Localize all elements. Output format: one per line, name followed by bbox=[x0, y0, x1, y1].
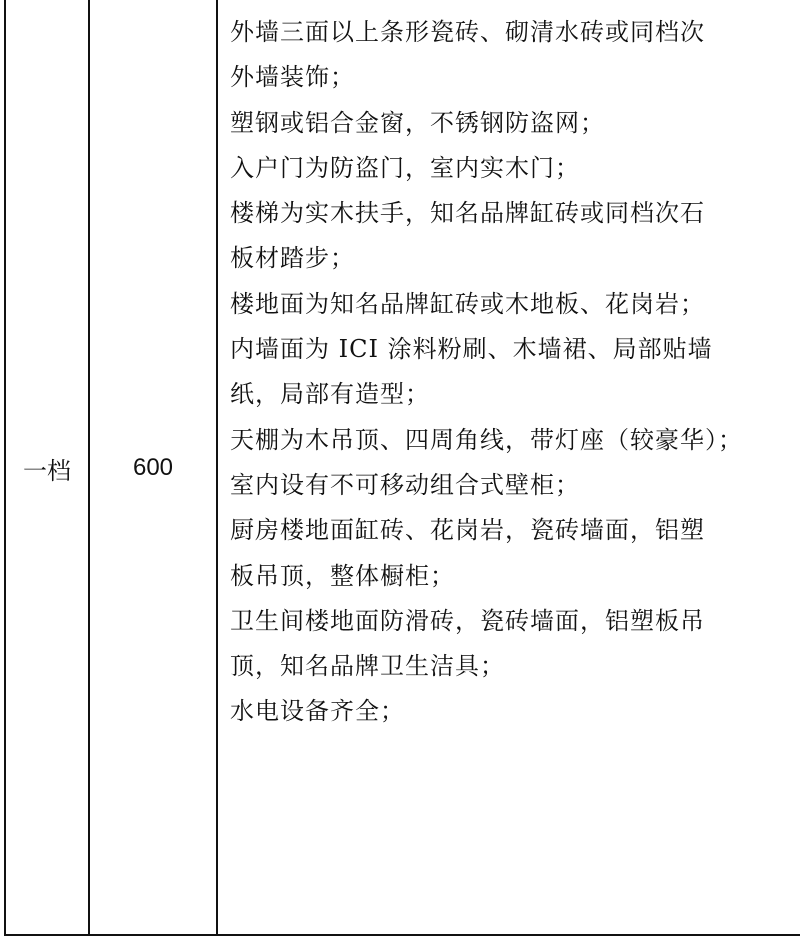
grade-cell bbox=[6, 0, 88, 936]
description-line: 板吊顶，整体橱柜； bbox=[230, 561, 455, 590]
description-line: 楼梯为实木扶手，知名品牌缸砖或同档次石 bbox=[230, 199, 705, 228]
description-line: 内墙面为 ICI 涂料粉刷、木墙裙、局部贴墙 bbox=[230, 335, 713, 364]
description-line: 厨房楼地面缸砖、花岗岩，瓷砖墙面，铝塑 bbox=[230, 516, 705, 545]
description-line: 外墙装饰； bbox=[230, 63, 355, 92]
description-line: 纸，局部有造型； bbox=[230, 380, 430, 409]
price-cell bbox=[90, 0, 216, 936]
description-line: 室内设有不可移动组合式壁柜； bbox=[230, 470, 580, 499]
description-line: 水电设备齐全； bbox=[230, 697, 405, 726]
description-line: 外墙三面以上条形瓷砖、砌清水砖或同档次 bbox=[230, 18, 705, 46]
description-line: 塑钢或铝合金窗，不锈钢防盗网； bbox=[230, 108, 605, 137]
description-line: 入户门为防盗门，室内实木门； bbox=[230, 153, 580, 182]
description-line: 顶，知名品牌卫生洁具； bbox=[230, 652, 505, 681]
description-line: 楼地面为知名品牌缸砖或木地板、花岗岩； bbox=[230, 289, 705, 318]
grade-label: 一档 bbox=[23, 456, 71, 485]
price-value: 600 bbox=[132, 454, 174, 481]
description-line: 天棚为木吊顶、四周角线，带灯座（较豪华）； bbox=[230, 425, 743, 454]
column-divider-2 bbox=[216, 0, 218, 936]
description-line: 板材踏步； bbox=[230, 244, 355, 273]
description-line: 卫生间楼地面防滑砖，瓷砖墙面，铝塑板吊 bbox=[230, 606, 705, 635]
description-cell bbox=[230, 10, 796, 735]
